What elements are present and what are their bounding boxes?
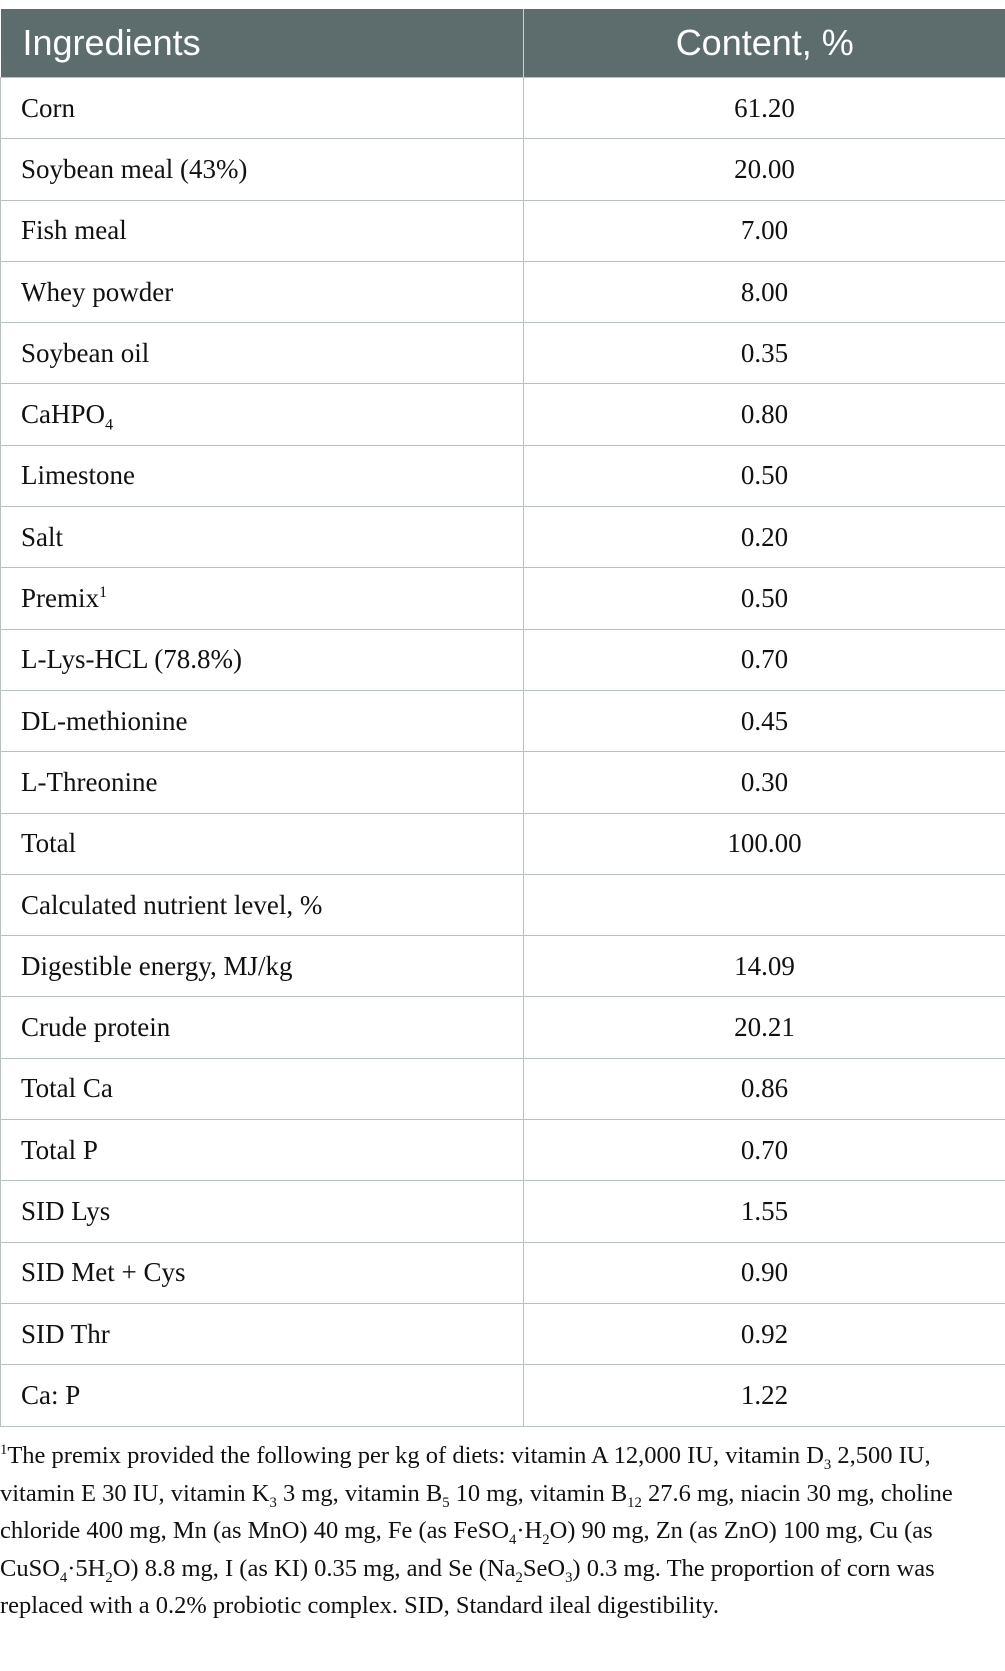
footnote-text: O) 8.8 mg, I (as KI) 0.35 mg, and Se (Na: [112, 1554, 516, 1582]
row-name: Corn: [1, 78, 524, 139]
footnote-subscript: 3: [823, 1456, 832, 1473]
table-footnote: [0, 1437, 1003, 1625]
row-value: 14.09: [524, 936, 1005, 997]
row-value: 0.30: [524, 752, 1005, 813]
footnote-text: O) 90 mg, Zn (as ZnO) 100 mg, Cu (as CuSO: [0, 1517, 933, 1582]
row-name: Limestone: [1, 445, 524, 506]
table-row: [1, 1242, 1005, 1303]
footnote-subscript: 12: [627, 1494, 642, 1511]
table-row: [1, 139, 1005, 200]
table-row: [1, 384, 1005, 445]
footnote-subscript: 3: [565, 1569, 573, 1586]
footnote-text: 3 mg, vitamin B: [276, 1479, 443, 1507]
table-row: [1, 261, 1005, 322]
footnote-text: 10 mg, vitamin B: [449, 1479, 628, 1507]
footnote-subscript: 4: [509, 1531, 517, 1548]
row-name: Total Ca: [1, 1058, 524, 1119]
table-row: [1, 629, 1005, 690]
table-row: [1, 568, 1005, 629]
table-row: [1, 813, 1005, 874]
row-value: 0.86: [524, 1058, 1005, 1119]
table-row: [1, 752, 1005, 813]
row-value: [524, 874, 1005, 935]
footnote-text: The premix provided the following per kg of diets: vitamin A 12,000 IU, vitamin D: [7, 1442, 824, 1469]
table-row: [1, 1058, 1005, 1119]
table-row: [1, 323, 1005, 384]
footnote-marker: 1: [0, 1441, 8, 1458]
row-name: Soybean meal (43%): [1, 139, 524, 200]
row-name: L-Lys-HCL (78.8%): [1, 629, 524, 690]
row-value: 0.20: [524, 507, 1005, 568]
table-row: [1, 1303, 1005, 1364]
table-row: [1, 1120, 1005, 1181]
row-name: SID Met + Cys: [1, 1242, 524, 1303]
diet-composition-table: [0, 9, 1005, 1427]
row-name: Fish meal: [1, 200, 524, 261]
row-value: 7.00: [524, 200, 1005, 261]
footnote-text: ·5H: [67, 1554, 106, 1582]
row-value: 0.50: [524, 445, 1005, 506]
table-row: [1, 445, 1005, 506]
footnote-subscript: 2: [542, 1531, 550, 1548]
footnote-text: SeO: [522, 1554, 566, 1582]
row-name: Salt: [1, 507, 524, 568]
row-name: [1, 384, 524, 445]
diet-composition-table-container: [0, 9, 1005, 1427]
footnote-subscript: 2: [515, 1569, 523, 1586]
row-name: DL-methionine: [1, 690, 524, 751]
table-row: [1, 78, 1005, 139]
table-row: [1, 200, 1005, 261]
table-row: [1, 507, 1005, 568]
header-content: Content, %: [524, 9, 1005, 78]
table-body: [1, 78, 1005, 1427]
row-value: 0.70: [524, 1120, 1005, 1181]
footnote-text: 27.6 mg, niacin 30 mg, choline chloride 400 mg, Mn (as MnO) 40 mg, Fe (as FeSO: [0, 1479, 953, 1544]
row-name-text: Premix: [21, 583, 99, 614]
row-value: 0.45: [524, 690, 1005, 751]
row-value: 0.90: [524, 1242, 1005, 1303]
header-row: [1, 9, 1005, 78]
row-name: Ca: P: [1, 1365, 524, 1426]
row-value: 0.80: [524, 384, 1005, 445]
table-row: [1, 997, 1005, 1058]
row-name-text: CaHPO: [21, 399, 106, 430]
header-ingredients: Ingredients: [1, 9, 524, 78]
footnote-subscript: 3: [269, 1494, 277, 1511]
row-value: 1.55: [524, 1181, 1005, 1242]
row-name: SID Lys: [1, 1181, 524, 1242]
footnote-subscript: 4: [59, 1569, 68, 1586]
row-name: Digestible energy, MJ/kg: [1, 936, 524, 997]
footnote-text: ) 0.3 mg. The proportion of corn was replaced with a 0.2% probiotic complex. SID, Standard ileal digestibility.: [0, 1554, 935, 1619]
row-value: 20.21: [524, 997, 1005, 1058]
footnote-text: 2,500 IU, vitamin E 30 IU, vitamin K: [0, 1442, 931, 1507]
row-value: 0.50: [524, 568, 1005, 629]
row-name-subscript: 4: [105, 415, 114, 434]
row-value: 0.70: [524, 629, 1005, 690]
table-header: [1, 9, 1005, 78]
table-row: [1, 874, 1005, 935]
table-row: [1, 1181, 1005, 1242]
row-name: Total P: [1, 1120, 524, 1181]
footnote-subscript: 5: [442, 1494, 450, 1511]
row-name: L-Threonine: [1, 752, 524, 813]
footnote-marker: 1: [99, 583, 108, 602]
table-row: [1, 936, 1005, 997]
row-name: Soybean oil: [1, 323, 524, 384]
row-name: [1, 568, 524, 629]
row-name: Whey powder: [1, 261, 524, 322]
footnote-subscript: 2: [105, 1569, 113, 1586]
row-name: Calculated nutrient level, %: [1, 874, 524, 935]
row-value: 100.00: [524, 813, 1005, 874]
row-value: 1.22: [524, 1365, 1005, 1426]
row-name: SID Thr: [1, 1303, 524, 1364]
table-row: [1, 1365, 1005, 1426]
row-value: 0.92: [524, 1303, 1005, 1364]
table-row: [1, 690, 1005, 751]
row-value: 8.00: [524, 261, 1005, 322]
footnote-text: ·H: [516, 1517, 543, 1544]
row-name: Crude protein: [1, 997, 524, 1058]
row-value: 20.00: [524, 139, 1005, 200]
row-name: Total: [1, 813, 524, 874]
row-value: 61.20: [524, 78, 1005, 139]
row-value: 0.35: [524, 323, 1005, 384]
